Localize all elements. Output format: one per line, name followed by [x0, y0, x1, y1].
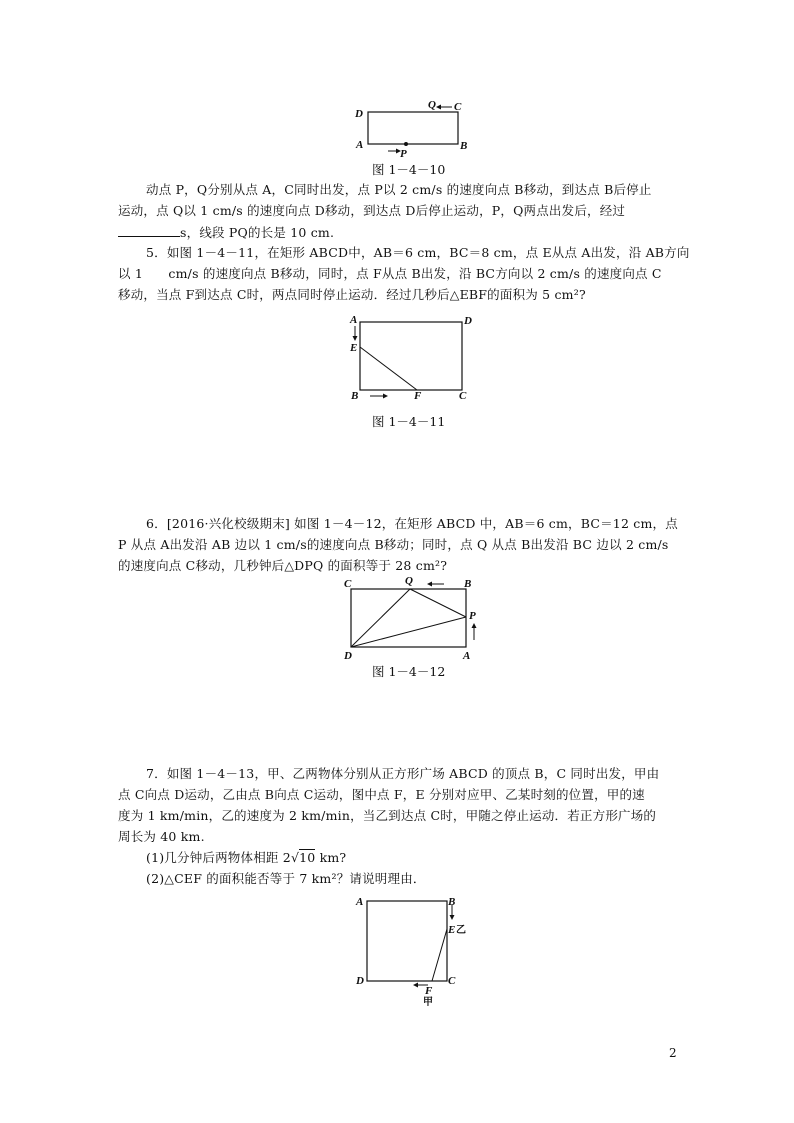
fig10-label-A: A: [356, 139, 364, 151]
problem5-line1: 5．如图 1－4－11，在矩形 ABCD中，AB＝6 cm，BC＝8 cm，点 E从点 A出发，沿 AB方向: [146, 245, 690, 260]
fig13-label-D: D: [356, 975, 364, 987]
figure-1-4-11: [345, 310, 480, 405]
sqrt-sign: √: [290, 850, 300, 865]
fig12-label-C: C: [344, 578, 352, 590]
fig10-label-C: C: [454, 101, 462, 113]
fig12-label-D: D: [344, 650, 352, 662]
fig13-label-A: A: [356, 896, 364, 908]
problem6-line1: 6．[2016·兴化校级期末] 如图 1－4－12，在矩形 ABCD 中，AB＝6 cm，BC＝12 cm，点: [146, 516, 678, 531]
problem4-line3-text: s，线段 PQ的长是 10 cm.: [180, 225, 335, 240]
problem6-line3: 的速度向点 C移动，几秒钟后△DPQ 的面积等于 28 cm²?: [118, 558, 448, 573]
problem7-line2: 点 C向点 D运动，乙由点 B向点 C运动，图中点 F，E 分别对应甲、乙某时刻的位置，甲的速: [118, 787, 645, 802]
question1-prefix: (1)几分钟后两物体相距 2: [146, 850, 291, 865]
fig10-label-B: B: [460, 140, 468, 152]
fig10-label-D: D: [355, 108, 363, 120]
fig10-label-P: P: [400, 148, 407, 160]
fig13-label-jia: 甲: [423, 997, 433, 1008]
fig10-label-Q: Q: [428, 99, 436, 111]
figure-1-4-12: [338, 572, 488, 662]
problem7-question1: [146, 850, 346, 866]
problem7-line1: 7．如图 1－4－13，甲、乙两物体分别从正方形广场 ABCD 的顶点 B，C 同时出发，甲由: [146, 766, 660, 781]
fig11-label-F: F: [414, 390, 422, 402]
figure-1-4-11-caption: 图 1－4－11: [372, 414, 446, 429]
figure-1-4-10-caption: 图 1－4－10: [372, 162, 446, 177]
problem5-line2: 以 1 cm/s 的速度向点 B移动，同时，点 F从点 B出发，沿 BC方向以 2 cm/s 的速度向点 C: [118, 266, 662, 281]
answer-blank: [118, 224, 180, 237]
fig11-label-A: A: [350, 314, 358, 326]
fig12-label-Q: Q: [405, 575, 413, 587]
page-number: 2: [669, 1046, 677, 1060]
problem7-line4: 周长为 40 km.: [118, 829, 205, 844]
fig13-label-E: E: [448, 924, 456, 936]
problem5-line3: 移动，当点 F到达点 C时，两点同时停止运动．经过几秒后△EBF的面积为 5 cm²?: [118, 287, 586, 302]
fig11-label-D: D: [464, 315, 472, 327]
problem7-question2: (2)△CEF 的面积能否等于 7 km²？请说明理由．: [146, 871, 426, 886]
fig13-label-C: C: [448, 975, 456, 987]
figure-1-4-13: [350, 893, 475, 1008]
figure-1-4-10: [350, 95, 480, 160]
fig13-label-B: B: [448, 896, 456, 908]
fig13-label-F: F: [425, 985, 433, 997]
problem4-line3: [118, 224, 334, 241]
problem4-line1: 动点 P，Q分别从点 A，C同时出发，点 P以 2 cm/s 的速度向点 B移动，到达点 B后停止: [146, 182, 652, 197]
problem6-line2: P 从点 A出发沿 AB 边以 1 cm/s的速度向点 B移动；同时，点 Q 从点 B出发沿 BC 边以 2 cm/s: [118, 537, 669, 552]
fig12-label-A: A: [463, 650, 471, 662]
fig11-label-E: E: [350, 342, 358, 354]
fig11-label-C: C: [459, 390, 467, 402]
fig13-label-yi: 乙: [456, 925, 466, 936]
problem4-line2: 运动，点 Q以 1 cm/s 的速度向点 D移动，到达点 D后停止运动，P，Q两点出发后，经过: [118, 203, 626, 218]
figure-1-4-12-caption: 图 1－4－12: [372, 664, 446, 679]
fig12-label-B: B: [464, 578, 472, 590]
problem7-line3: 度为 1 km/min，乙的速度为 2 km/min，当乙到达点 C时，甲随之停止运动．若正方形广场的: [118, 808, 657, 823]
question1-radicand: 10: [299, 850, 316, 865]
question1-suffix: km?: [315, 850, 347, 865]
fig11-label-B: B: [351, 390, 359, 402]
fig12-label-P: P: [469, 610, 476, 622]
